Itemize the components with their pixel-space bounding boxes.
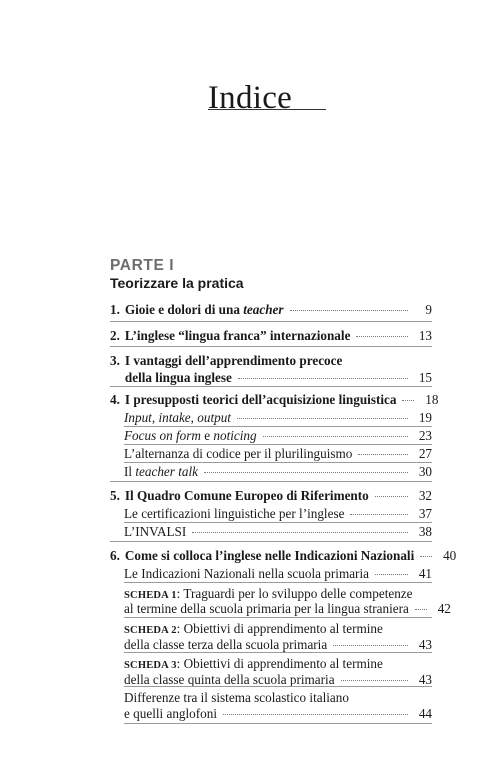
entry-title: Come si colloca l’inglese nelle Indicazioni Nazionali [124,548,415,563]
dot-leader [402,400,414,401]
dot-leader [237,418,408,419]
entry-title: I vantaggi dell’apprendimento precoce [124,353,343,368]
page-number: 41 [418,566,432,581]
chapter-number: 4. [110,392,120,407]
page-number: 27 [418,446,432,461]
page-number: 43 [418,672,432,687]
entry-title: e quelli anglofoni [124,706,218,721]
entry-title: Focus on form e noticing [124,428,257,443]
entry-title: : Obiettivi di apprendimento al termine [176,656,383,671]
chapter-number: 6. [110,548,120,563]
toc-subentry [124,600,451,618]
entry-title: della lingua inglese [124,370,232,385]
entry-title: della classe quinta della scuola primaria [124,672,335,687]
entry-title: L’inglese “lingua franca” internazionale [124,328,351,343]
toc-chapter-entry [110,352,432,370]
toc-divider [124,723,432,724]
dot-leader [358,454,408,455]
page-number: 18 [425,392,439,407]
toc-divider [124,686,432,687]
toc-chapter-entry [110,369,432,387]
chapter-number: 3. [110,353,120,368]
dot-leader [263,436,408,437]
chapter-number: 1. [110,302,120,317]
scheda-tag: SCHEDA 2 [124,625,177,636]
toc-subentry [124,505,432,523]
dot-leader [341,680,408,681]
toc-subentry [124,409,432,427]
dot-leader [350,514,408,515]
entry-title: Il teacher talk [124,464,198,479]
dot-leader [192,532,408,533]
dot-leader [290,310,408,311]
toc-subentry [124,427,432,445]
entry-title: Le Indicazioni Nazionali nella scuola primaria [124,566,369,581]
entry-title: al termine della scuola primaria per la lingua straniera [124,601,409,616]
scheda-tag: SCHEDA 3 [124,660,177,671]
page-number: 13 [418,328,432,343]
dot-leader [356,336,408,337]
entry-title: I presupposti teorici dell’acquisizione linguistica [124,392,397,407]
toc-divider [124,617,432,618]
page-number: 43 [418,637,432,652]
entry-title: Input, intake, output [124,410,231,425]
dot-leader [238,378,408,379]
page-number: 40 [443,548,457,563]
entry-title: Gioie e dolori di una teacher [124,302,284,317]
page-number: 30 [418,464,432,479]
toc-chapter-entry [110,327,432,345]
toc-chapter-entry [110,487,432,505]
entry-title: : Traguardi per lo sviluppo delle competenze [176,586,413,601]
entry-title: Differenze tra il sistema scolastico italiano [124,690,349,705]
page-number: 9 [425,302,432,317]
toc-subentry [124,445,432,463]
dot-leader [204,472,408,473]
dot-leader [375,496,408,497]
toc-chapter-entry [110,391,439,409]
page-number: 37 [418,506,432,521]
page-number: 23 [418,428,432,443]
toc-chapter-entry [110,547,457,565]
toc-divider [124,444,432,445]
page-number: 38 [418,524,432,539]
dot-leader [375,574,408,575]
page-title: Indice [207,80,293,117]
toc-subentry [124,523,432,541]
toc-divider [110,346,432,347]
dot-leader [415,609,427,610]
toc-subentry [124,565,432,583]
part-label: PARTE I [110,257,175,274]
toc-divider [124,462,432,463]
chapter-number: 2. [110,328,120,343]
toc-divider [110,321,432,322]
toc-divider [110,386,432,387]
dot-leader [223,714,408,715]
entry-title: : Obiettivi di apprendimento al termine [176,621,383,636]
page-number: 15 [418,370,432,385]
toc-divider [124,426,432,427]
page-number: 44 [418,706,432,721]
chapter-number: 5. [110,488,120,503]
dot-leader [420,556,432,557]
dot-leader [333,645,408,646]
toc-subentry [124,705,432,723]
page-number: 42 [437,601,451,616]
toc-divider [110,541,432,542]
page-number: 32 [418,488,432,503]
entry-title: Le certificazioni linguistiche per l’inglese [124,506,345,521]
toc-divider [124,652,432,653]
toc-subentry [124,463,432,481]
page-number: 19 [418,410,432,425]
toc-divider [110,481,432,482]
entry-title: Il Quadro Comune Europeo di Riferimento [124,488,369,503]
toc-divider [124,522,432,523]
toc-divider [124,582,432,583]
entry-title: della classe terza della scuola primaria [124,637,328,652]
part-subtitle: Teorizzare la pratica [110,275,244,291]
scheda-tag: SCHEDA 1 [124,590,177,601]
toc-chapter-entry [110,301,432,319]
entry-title: L’INVALSI [124,524,187,539]
entry-title: L’alternanza di codice per il plurilinguismo [124,446,353,461]
